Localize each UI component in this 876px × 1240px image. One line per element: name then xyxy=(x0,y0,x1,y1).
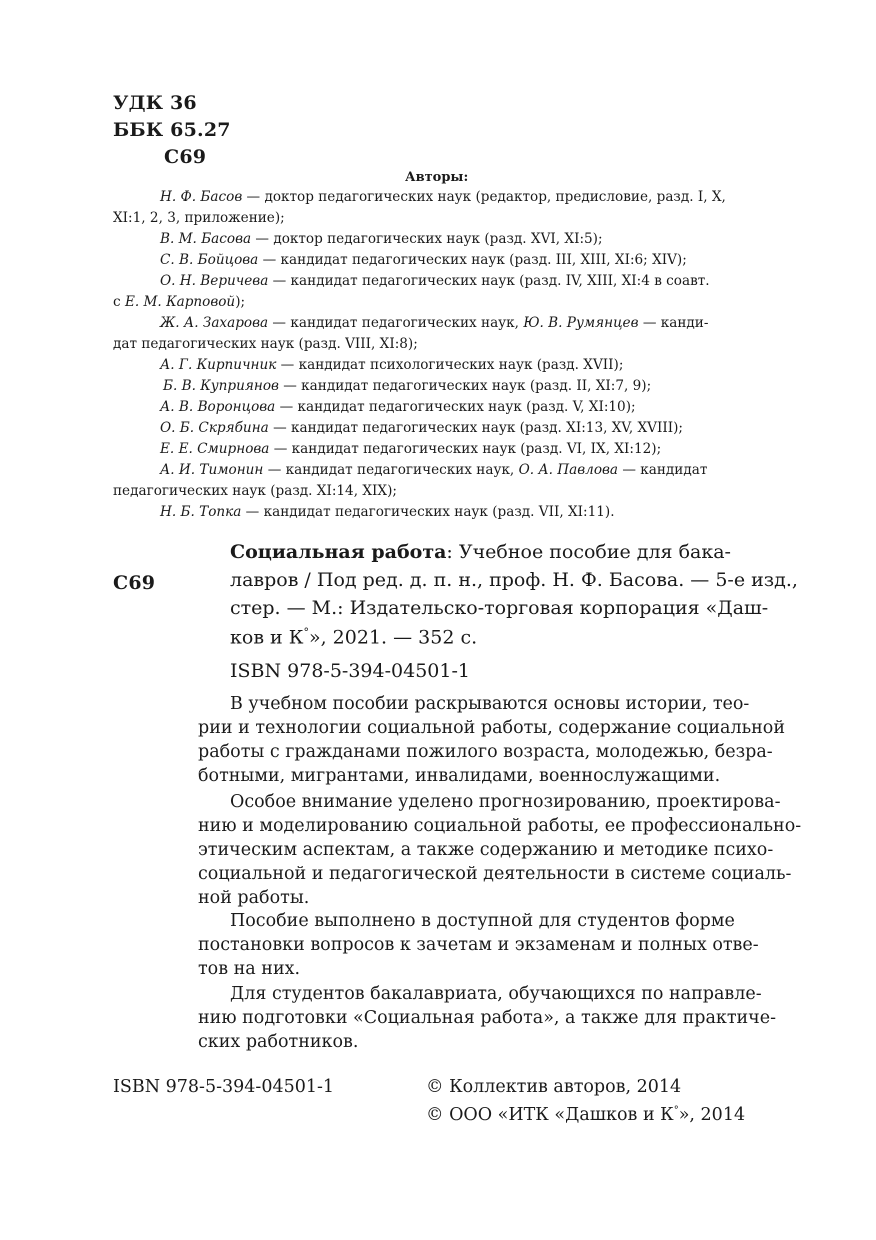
bbk-code: ББК 65.27 xyxy=(113,119,231,141)
annotation-line: нию и моделированию социальной работы, ее профессионально- xyxy=(198,816,802,836)
annotation-line: нию подготовки «Социальная работа», а также для практиче- xyxy=(198,1008,777,1028)
author-entry-cont: с Е. М. Карповой); xyxy=(113,294,246,310)
author-entry: Н. Б. Топка — кандидат педагогических наук (разд. VII, XI:11). xyxy=(160,504,615,520)
author-entry: В. М. Басова — доктор педагогических наук (разд. XVI, XI:5); xyxy=(160,231,603,247)
annotation-line: постановки вопросов к зачетам и экзаменам и полных отве- xyxy=(198,935,759,955)
author-entry-cont: дат педагогических наук (разд. VIII, XI:8); xyxy=(113,336,418,352)
annotation-line: работы с гражданами пожилого возраста, молодежью, безра- xyxy=(198,742,773,762)
author-entry-cont: XI:1, 2, 3, приложение); xyxy=(113,210,285,226)
footer-isbn: ISBN 978-5-394-04501-1 xyxy=(113,1077,335,1097)
bib-line: Социальная работа: Учебное пособие для бака- xyxy=(230,541,731,563)
annotation-line: ной работы. xyxy=(198,888,310,908)
annotation-line: социальной и педагогической деятельности в системе социаль- xyxy=(198,864,792,884)
annotation-line: Для студентов бакалавриата, обучающихся по направле- xyxy=(230,984,762,1004)
author-entry: Н. Ф. Басов — доктор педагогических наук (редактор, предисловие, разд. I, X, xyxy=(160,189,726,205)
author-mark: С69 xyxy=(164,146,207,168)
annotation-line: этическим аспектам, а также содержанию и методике психо- xyxy=(198,840,774,860)
bib-line: ков и К°», 2021. — 352 с. xyxy=(230,626,478,649)
annotation-line: тов на них. xyxy=(198,959,301,979)
bib-author-mark: С69 xyxy=(113,572,156,594)
author-entry: О. Б. Скрябина — кандидат педагогических наук (разд. XI:13, XV, XVIII); xyxy=(160,420,683,436)
bib-isbn: ISBN 978-5-394-04501-1 xyxy=(230,660,470,682)
author-entry: С. В. Бойцова — кандидат педагогических наук (разд. III, XIII, XI:6; XIV); xyxy=(160,252,687,268)
annotation-line: ских работников. xyxy=(198,1032,359,1052)
bib-line: стер. — М.: Издательско-торговая корпорация «Даш- xyxy=(230,597,769,619)
annotation-line: ботными, мигрантами, инвалидами, военнослужащими. xyxy=(198,766,721,786)
authors-heading: Авторы: xyxy=(405,170,469,185)
annotation-line: рии и технологии социальной работы, содержание социальной xyxy=(198,718,785,738)
copyright-publisher: © ООО «ИТК «Дашков и К°», 2014 xyxy=(426,1104,746,1125)
copyright-authors: © Коллектив авторов, 2014 xyxy=(426,1077,682,1097)
annotation-line: Особое внимание уделено прогнозированию, проектирова- xyxy=(230,792,781,812)
author-entry: Ж. А. Захарова — кандидат педагогических наук, Ю. В. Румянцев — канди- xyxy=(160,315,709,331)
author-entry: Б. В. Куприянов — кандидат педагогических наук (разд. II, XI:7, 9); xyxy=(163,378,652,394)
annotation-line: В учебном пособии раскрываются основы истории, тео- xyxy=(230,694,750,714)
annotation-line: Пособие выполнено в доступной для студентов форме xyxy=(230,911,735,931)
bib-line: лавров / Под ред. д. п. н., проф. Н. Ф. Басова. — 5-е изд., xyxy=(230,569,798,591)
author-entry: А. В. Воронцова — кандидат педагогических наук (разд. V, XI:10); xyxy=(160,399,636,415)
author-entry: Е. Е. Смирнова — кандидат педагогических наук (разд. VI, IX, XI:12); xyxy=(160,441,662,457)
udk-code: УДК 36 xyxy=(113,92,197,114)
author-entry-cont: педагогических наук (разд. XI:14, XIX); xyxy=(113,483,397,499)
author-entry: А. И. Тимонин — кандидат педагогических наук, О. А. Павлова — кандидат xyxy=(160,462,708,478)
author-entry: О. Н. Веричева — кандидат педагогических наук (разд. IV, XIII, XI:4 в соавт. xyxy=(160,273,710,289)
author-entry: А. Г. Кирпичник — кандидат психологических наук (разд. XVII); xyxy=(160,357,624,373)
